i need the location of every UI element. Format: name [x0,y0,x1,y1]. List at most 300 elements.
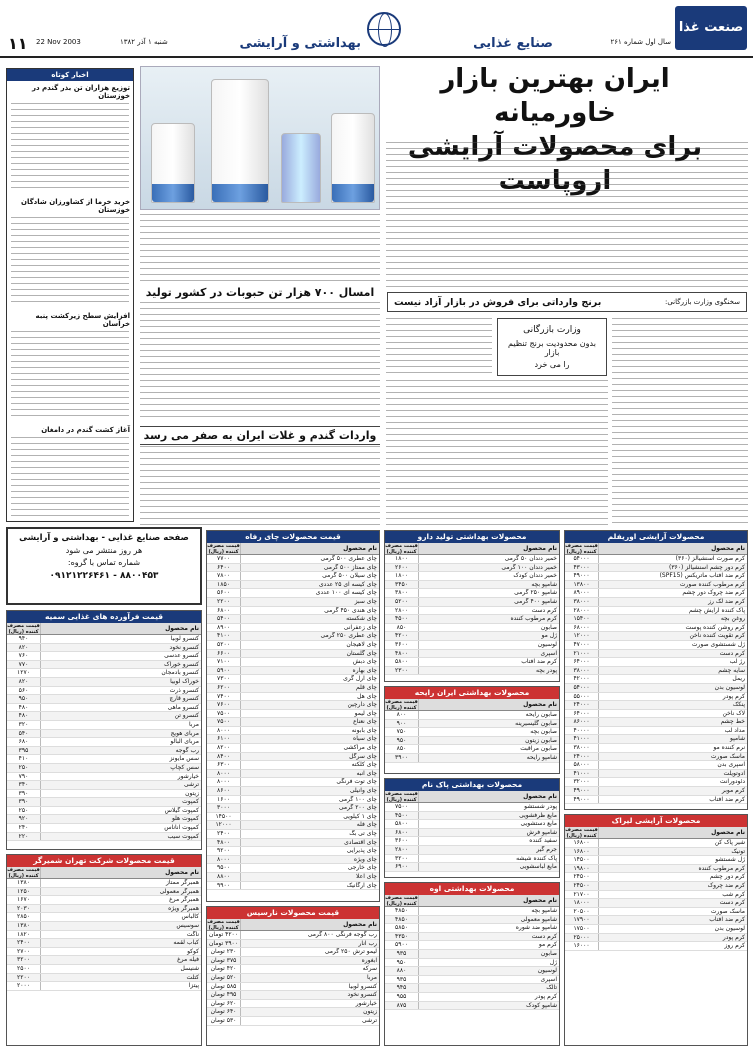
product-name: کباب لقمه [173,939,199,947]
table-row [7,956,201,965]
product-name: ژل شستشو [715,856,745,864]
product-name: سوسیس [176,921,199,929]
product-name: کرم دست [531,932,557,940]
product-price: ۱۶۷۰ [7,896,41,904]
product-name: چای هندی ۴۵۰ گرمی [324,606,377,614]
product-price: ۹۹۰۰ [207,882,241,890]
product-price: ۱۲۵۰ [7,888,41,896]
product-name: کنسرو نخود [169,643,199,651]
product-price: ۵۸۵ تومان [207,983,241,991]
table-row [565,753,747,762]
table-row [565,632,747,641]
table-row [385,658,559,667]
product-name: کرم مو [538,941,557,949]
table-row [7,965,201,974]
column-header: نام محصول [343,545,377,552]
product-name: چای کیسه ای ۲۵ عددی [318,580,377,588]
product-price: ۹۲۰۰ [207,847,241,855]
table-row [207,761,379,770]
product-name: چای شکسته [346,615,377,623]
livestock-title: امسال ۷۰۰ هزار تن حبوبات در کشور تولید [145,286,375,299]
product-price: ۴۸۰۰ [385,650,419,658]
product-name: ریمل [732,675,745,683]
product-price: ۸۷۵ [385,1002,419,1010]
contact-ad-box [6,527,202,605]
rice-intro: سخنگوی وزارت بازرگانی: [664,298,740,306]
product-price: ۵۸۰۰ [385,658,419,666]
table-row [207,948,379,957]
product-price: ۱۵۴۰۰ [565,615,599,623]
product-price: ۱۲۰۰۰ [565,632,599,640]
product-price: ۸۰۰۰ [207,778,241,786]
table-row [7,738,201,747]
table-row [385,564,559,573]
product-price: ۲۴۰۰ [7,939,41,947]
table-row [7,824,201,833]
product-price: ۲۵۰۰۰ [565,934,599,942]
rice-quote1: وزارت بازرگانی [523,325,581,335]
product-price: ۳۹۰۰ تومان [207,940,241,948]
product-price: ۲۴۰۰۰ [565,701,599,709]
table-row [385,615,559,624]
table-row [207,931,379,940]
product-price: ۲۳۰۰ [385,667,419,675]
column-header: نام محصول [523,701,557,708]
table-row [7,939,201,948]
table-row [207,796,379,805]
product-name: فیله مرغ [177,956,199,964]
table-row [207,882,379,891]
table-header-row [565,543,747,555]
table-header-row [7,623,201,635]
product-price: ۵۴۰۰ [207,615,241,623]
product-price: ۱۳۸۰ [7,879,41,887]
table-row [565,856,747,865]
product-price: ۳۹۵ [7,747,41,755]
table-row [385,924,559,933]
product-name: چای ارل گری [343,675,377,683]
product-name: صابون بچه [530,728,557,736]
table-row [7,669,201,678]
table-row [7,879,201,888]
table-header-row [565,827,747,839]
table-row [565,650,747,659]
product-name: چای گلستان [346,649,377,657]
product-name: خمیر دندان ۱۰۰ گرمی [501,563,557,571]
product-price: ۳۴۰ [7,781,41,789]
cosmetics-photo [140,66,380,210]
table-header-row [207,919,379,931]
product-name: چای بهاره [352,666,377,674]
product-price: ۸۵۰ [385,745,419,753]
table-row [565,839,747,848]
rice-quote2: بدون محدودیت برنج تنظیم بازار [508,339,596,357]
date-latin: 22 Nov 2003 [36,38,81,46]
table-row [207,1017,379,1026]
product-price: ۶۴۰ تومان [207,1008,241,1016]
product-name: کرم مرطوب کننده [510,615,557,623]
table-row [565,641,747,650]
product-price: ۲۲۰ [7,833,41,841]
ad-title: صفحه صنایع غذایی - بهداشتی و آرایشی [19,533,189,543]
column-header: نام محصول [343,921,377,928]
product-price: ۱۶۸۰۰ [565,848,599,856]
table-row [385,589,559,598]
product-price: ۵۲۰ تومان [207,974,241,982]
product-price: ۳۲۰۰ [385,855,419,863]
product-price: ۲۸۰۰ [385,607,419,615]
product-price: ۷۵۰۰ [385,803,419,811]
table-row [565,873,747,882]
product-price: ۴۳۰۰۰ [565,564,599,572]
table-row [207,581,379,590]
product-name: کرم ضد چروک [707,881,745,889]
table-row [385,555,559,564]
product-name: صابون گلیسیرینه [515,719,557,727]
rice-quote3: را می خرد [534,360,570,369]
product-price: ۳۸۰۰ [385,589,419,597]
table-row [207,727,379,736]
table-row [207,974,379,983]
product-price: ۵۵۰۰۰ [565,693,599,701]
product-name: چای سیاه [353,735,377,743]
product-price: ۷۱۰۰ [207,658,241,666]
product-price: ۲۴۰۰۰ [565,753,599,761]
table-title: قیمت فرآورده های غذایی سمیه [7,611,201,623]
product-name: چای اقتصادی [344,838,377,846]
sidebar-item-title: آغاز کشت گندم در دامغان [41,426,130,434]
product-name: کرم دور چشم اسنشیالز (۳۶۰) [668,563,745,571]
product-price: ۴۵۰۰ [385,812,419,820]
table-row [565,916,747,925]
product-price: ۴۸۰ [7,704,41,712]
product-price: ۶۸۰۰ [207,607,241,615]
product-price: ۲۴۰۰ [207,830,241,838]
table-row [385,976,559,985]
table-row [207,658,379,667]
table-row [207,839,379,848]
product-price: ۲۵۰ [7,764,41,772]
product-name: کنسرو خوراک [164,660,199,668]
table-row [207,564,379,573]
table-row [385,846,559,855]
table-row [565,607,747,616]
product-price: ۳۷۵ تومان [207,957,241,965]
product-name: چای ۲۰۰ گرمی [338,804,377,812]
product-price: ۳۶۰۰ [385,641,419,649]
product-name: کرم ضد آفتاب [709,916,745,924]
product-price: ۷۵۰۰ [207,710,241,718]
product-price: ۴۸۵۰ [385,907,419,915]
article-body [386,142,748,288]
product-price: ۳۴۵۰ [385,581,419,589]
product-name: رب انار [358,939,377,947]
table-row [7,635,201,644]
product-name: چای ۱ کیلویی [343,812,377,820]
table-row [207,744,379,753]
product-price: ۵۲۰۰ [207,641,241,649]
table-row [7,913,201,922]
product-price: ۱۲۷۰ [7,669,41,677]
product-price: ۷۶۰۰ [207,701,241,709]
product-price: ۱۸۰۰ [385,555,419,563]
table-row [207,856,379,865]
product-name: مربای هویج [170,729,199,737]
product-price: ۸۸۰ [385,967,419,975]
product-price: ۳۶۰۰ [385,837,419,845]
table-row [7,704,201,713]
product-price: ۹۵۰ [7,695,41,703]
product-price: ۲۰۰۰ [7,982,41,990]
column-header: قیمت مصرف کننده (ریال) [7,623,40,635]
column-header: نام محصول [165,869,199,876]
table-row [207,615,379,624]
product-price: ۳۲۰۰ [7,956,41,964]
product-name: کرم ضد لک رز [708,597,745,605]
article-body [140,302,380,422]
product-name: چای زعفرانی [343,623,377,631]
column-header: قیمت مصرف کننده (ریال) [385,895,418,907]
product-price: ۷۵۰۰ [207,718,241,726]
product-name: کرم دست [531,606,557,614]
table-row [385,607,559,616]
product-name: مربا [188,720,199,728]
product-name: کوکو [187,947,199,955]
product-name: اسپری [540,975,557,983]
globe-icon [367,12,401,46]
price-table [384,686,560,774]
product-name: کنسرو ذرت [169,686,199,694]
headline-line1: ایران بهترین بازار خاورمیانه [440,64,670,128]
product-price: ۷۷۰ [7,661,41,669]
product-price: ۴۱۰۰۰ [565,735,599,743]
table-row [565,925,747,934]
table-row [207,804,379,813]
product-price: ۴۹۰۰۰ [565,572,599,580]
product-price: ۱۸۰۰ [385,572,419,580]
product-name: نرم کننده مو [713,744,745,752]
table-row [7,678,201,687]
column-header: قیمت مصرف کننده (ریال) [207,919,240,931]
table-row [565,572,747,581]
table-row [385,720,559,729]
table-row [207,991,379,1000]
table-row [565,615,747,624]
product-name: چای بابونه [351,726,377,734]
table-row [207,589,379,598]
product-price: ۲۸۰۰ [385,846,419,854]
table-row [385,933,559,942]
table-row [565,778,747,787]
table-title: قیمت محصولات نارسیس [207,907,379,919]
product-price: ۶۴۰۰۰ [565,710,599,718]
table-row [385,993,559,1002]
table-title: محصولات بهداشتی تولید دارو [385,531,559,543]
table-row [385,650,559,659]
column-header: قیمت مصرف کننده (ریال) [7,867,40,879]
product-name: کرم پودر [534,992,557,1000]
product-name: پاک کننده شیشه [516,854,557,862]
product-price: ۷۹۰ [7,773,41,781]
product-price: ۴۸۵۰ [385,916,419,924]
table-row [207,873,379,882]
product-price: ۸۶۰۰ [207,787,241,795]
date-persian: شنبه ۱ آذر ۱۳۸۲ [120,38,168,46]
product-name: چای وانیلی [349,787,377,795]
table-row [7,773,201,782]
table-row [7,905,201,914]
table-row [385,863,559,872]
product-name: چای ویژه [353,855,377,863]
table-row [385,754,559,763]
product-price: ۹۳۵ [385,976,419,984]
table-row [565,908,747,917]
table-title: محصولات بهداشتی پاک نام [385,779,559,791]
product-name: چای دارچین [347,701,377,709]
product-name: چای نعناع [353,718,377,726]
product-name: لیمو ترش ۲۵۰ گرمی [324,948,377,956]
product-price: ۸۹۰۰ [207,624,241,632]
product-price: ۶۸۰۰ [385,829,419,837]
table-row [565,848,747,857]
product-price: ۱۴۵۰۰ [565,856,599,864]
product-name: همبرگر مرغ [169,896,199,904]
product-name: کمپوت هلو [171,815,199,823]
product-price: ۹۵۰۰ [207,864,241,872]
product-price: ۵۸۵۰ [385,924,419,932]
product-price: ۳۲۰ [7,721,41,729]
table-row [565,770,747,779]
product-name: صابون [540,623,557,631]
product-name: مایع لباسشویی [519,863,557,871]
product-name: مربای آلبالو [170,738,199,746]
table-row [565,882,747,891]
article-body [140,214,380,284]
table-row [385,737,559,746]
table-row [385,624,559,633]
product-price: ۵۸۰۰ [385,820,419,828]
product-price: ۴۲۰۰۰ [565,675,599,683]
article-body [612,318,748,526]
column-header: نام محصول [711,829,745,836]
table-row [7,781,201,790]
table-row [207,864,379,873]
product-name: کرم تقویت کننده ناخن [689,632,745,640]
product-price: ۲۶۰۰ [385,564,419,572]
product-price: ۱۲۰۰۰ [207,821,241,829]
product-name: شامپو رایحه [526,753,557,761]
product-name: پنکک [732,701,745,709]
product-name: کرم پودر [722,692,745,700]
table-row [565,899,747,908]
product-name: کرم ضد آفتاب [709,795,745,803]
table-row [385,941,559,950]
product-price: ۵۴۰۰۰ [565,555,599,563]
table-title: قیمت محصولات چای رفاه [207,531,379,543]
table-row [207,830,379,839]
rice-quote-box [497,318,607,376]
product-name: شنیسل [180,964,199,972]
product-price: ۳۲۰۰۰ [565,778,599,786]
sidebar-item-title: خرید خرما از کشاورزان شادگان خوزستان [21,198,130,214]
product-name: کرم ضد آفتاب ماتریکس (SPF15) [659,572,745,580]
product-price: ۴۹۵ تومان [207,991,241,999]
table-row [207,813,379,822]
product-name: لوسیون بدن [714,683,745,691]
table-header-row [207,543,379,555]
product-price: ۶۹۰۰ [385,863,419,871]
table-row [207,770,379,779]
price-table [384,882,560,1046]
product-name: کرم دور چشم [709,873,745,881]
table-row [565,934,747,943]
product-name: مایع دستشویی [520,820,557,828]
column-header: قیمت مصرف کننده (ریال) [385,699,418,711]
product-name: کنسرو تن [174,712,199,720]
product-name: چای مراکشی [343,744,377,752]
product-name: ناگت [186,930,199,938]
section-food: صنایع غذایی [473,36,553,51]
table-row [565,942,747,951]
table-row [565,710,747,719]
table-row [385,907,559,916]
table-row [7,982,201,991]
table-row [207,572,379,581]
product-price: ۸۰۰۰ [207,856,241,864]
product-price: ۴۹۰۰۰ [565,796,599,804]
product-price: ۵۶۰۰ [207,589,241,597]
product-price: ۱۴۵۰۰ [207,813,241,821]
product-price: ۹۳۵ [385,950,419,958]
table-row [385,803,559,812]
product-price: ۶۳۰۰ [207,761,241,769]
product-price: ۳۸۰۰۰ [565,744,599,752]
product-name: تالک [546,984,557,992]
product-price: ۵۲۰۰ [385,598,419,606]
product-name: ماسک صورت [710,752,745,760]
product-name: پودر بچه [535,666,557,674]
product-name: شامپو معمولی [520,915,557,923]
product-price: ۴۲۰ تومان [207,965,241,973]
table-row [207,940,379,949]
product-price: ۲۱۰۰۰ [565,650,599,658]
product-name: ژل مو [541,632,557,640]
product-price: ۶۲۰۰ [207,684,241,692]
product-name: پودر شستشو [524,803,557,810]
product-name: زیتون [185,789,199,797]
table-row [385,959,559,968]
product-price: ۴۸۰ [7,712,41,720]
product-price: ۹۴۰ [7,635,41,643]
product-price: ۴۹۰۰۰ [565,787,599,795]
table-row [385,641,559,650]
table-row [565,598,747,607]
product-price: ۶۲۰ تومان [207,1000,241,1008]
product-price: ۵۸۰۰۰ [565,761,599,769]
product-name: تونیک [731,847,745,855]
table-row [385,950,559,959]
table-row [7,896,201,905]
product-name: رب گوجه [175,746,199,754]
product-price: ۷۳۰۰ [207,675,241,683]
table-row [385,837,559,846]
column-header: قیمت مصرف کننده (ریال) [565,827,598,839]
table-row [7,807,201,816]
product-name: خیارشور [355,999,377,1007]
product-price: ۲۸۰۰۰ [565,607,599,615]
table-header-row [385,543,559,555]
product-name: روغن بچه [720,615,745,623]
